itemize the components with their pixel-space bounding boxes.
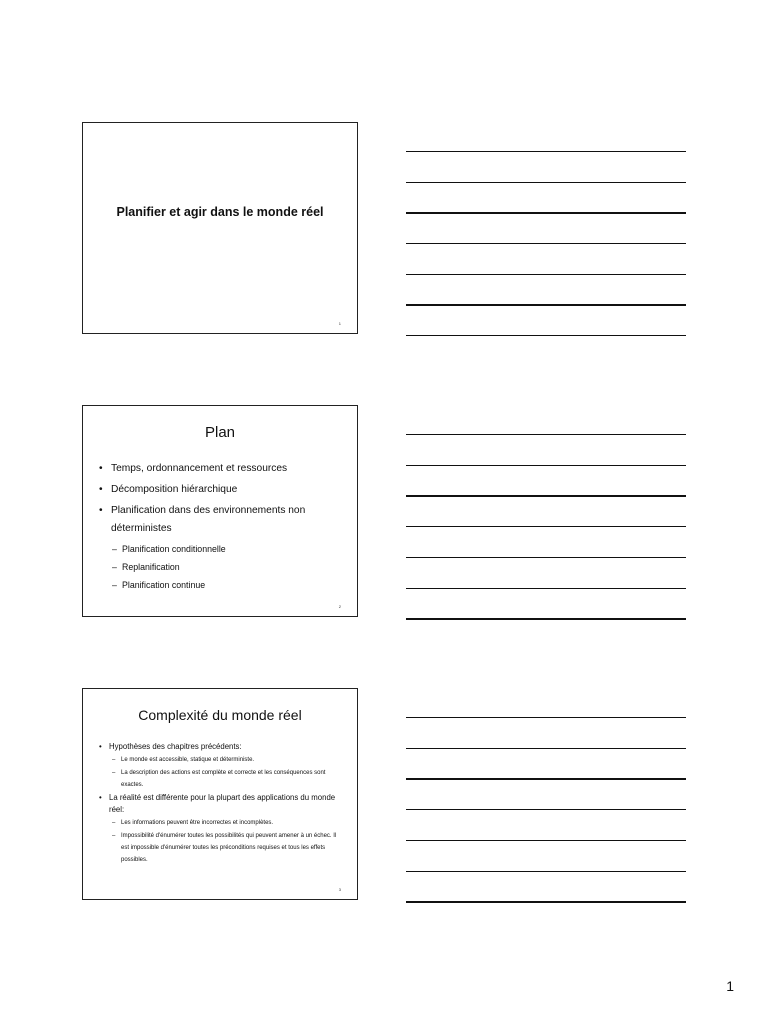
sub-bullet-item: – Le monde est accessible, statique et déterministe.	[97, 754, 339, 766]
bullet-item: • Temps, ordonnancement et ressources	[97, 460, 347, 478]
sub-bullet-item: – Impossibilité d'énumérer toutes les possibilités qui peuvent amener à un échec. Il est impossible d'énumérer toutes les préconditions requises et tous les effets possibles.	[97, 830, 339, 866]
bullet-item: • Planification dans des environnements non déterministes	[97, 502, 347, 538]
note-line	[406, 212, 686, 214]
bullet-item: • La réalité est différente pour la plupart des applications du monde réel:	[97, 792, 339, 816]
note-line	[406, 717, 686, 718]
note-line	[406, 335, 686, 336]
note-line	[406, 243, 686, 244]
slide-2	[82, 405, 358, 617]
sub-bullet-item: – Replanification	[97, 559, 347, 576]
sub-bullet-item: – Planification conditionnelle	[97, 541, 347, 558]
note-line	[406, 588, 686, 589]
note-line	[406, 182, 686, 183]
sub-bullet-item: – La description des actions est complète et correcte et les conséquences sont exactes.	[97, 767, 339, 791]
bullet-item: • Hypothèses des chapitres précédents:	[97, 741, 339, 753]
sub-bullet-item: – Les informations peuvent être incorrectes et incomplètes.	[97, 817, 339, 829]
note-line	[406, 557, 686, 558]
slide-1-title: Planifier et agir dans le monde réel	[116, 205, 324, 219]
slide-3-number: 3	[338, 887, 341, 892]
slide-2-bullets	[97, 460, 347, 595]
note-line	[406, 465, 686, 466]
slide-1	[82, 122, 358, 334]
note-line	[406, 748, 686, 749]
note-line	[406, 618, 686, 620]
note-line	[406, 495, 686, 497]
slide-3	[82, 688, 358, 900]
note-line	[406, 151, 686, 152]
note-line	[406, 274, 686, 275]
slide-3-bullets	[97, 741, 339, 867]
note-line	[406, 871, 686, 872]
sub-bullet-item: – Planification continue	[97, 577, 347, 594]
slide-1-number: 1	[338, 321, 341, 326]
page-number: 1	[726, 978, 734, 994]
note-line	[406, 901, 686, 903]
slide-3-title: Complexité du monde réel	[138, 707, 302, 723]
note-line	[406, 434, 686, 435]
slide-2-number: 2	[338, 604, 341, 609]
note-line	[406, 840, 686, 841]
slide-2-title: Plan	[204, 424, 236, 441]
note-line	[406, 526, 686, 527]
note-line	[406, 809, 686, 810]
note-line	[406, 778, 686, 780]
bullet-item: • Décomposition hiérarchique	[97, 481, 347, 499]
note-line	[406, 304, 686, 306]
